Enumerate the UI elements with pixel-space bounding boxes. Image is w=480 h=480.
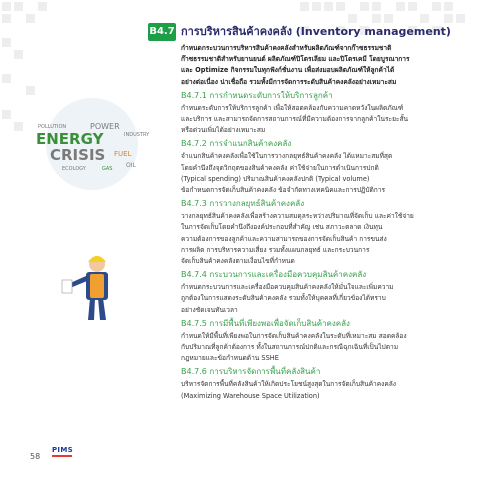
word-pollution: POLLUTION xyxy=(38,124,67,130)
grid-square xyxy=(336,2,345,11)
grid-square xyxy=(312,2,321,11)
grid-square xyxy=(2,14,11,23)
clipboard-icon xyxy=(62,280,72,293)
worker-figure xyxy=(32,180,152,330)
subsection-line: ในการจัดเก็บโดยคำนึงถึงองค์ประกอบที่สำคัญ เช่น สภาวะตลาด เงินทุน xyxy=(181,223,383,232)
subsection-heading: B4.7.6 การบริหารจัดการพื้นที่คลังสินค้า xyxy=(181,367,321,377)
subsection-line: วางกลยุทธ์สินค้าคงคลังเพื่อสร้างความสมดุลระหว่างปริมาณที่จัดเก็บ และค่าใช้จ่าย xyxy=(181,212,414,221)
subsection-heading: B4.7.2 การจำแนกสินค้าคงคลัง xyxy=(181,139,292,149)
subsection-b476 xyxy=(181,366,457,401)
subsection-line: จัดเก็บสินค้าคงคลังตามเงื่อนไขที่กำหนด xyxy=(181,257,295,266)
page-number: 58 xyxy=(30,452,41,461)
intro-paragraph xyxy=(181,43,457,88)
subsection-line: และบริการ และสามารถจัดการสถานการณ์ที่มีความต้องการจากลูกค้าในระยะสั้น xyxy=(181,115,409,124)
word-crisis: CRISIS xyxy=(50,146,106,164)
grid-square xyxy=(14,2,23,11)
logo-bar xyxy=(52,455,72,457)
grid-square xyxy=(408,2,417,11)
section-number-badge: B4.7 xyxy=(148,23,176,41)
grid-square xyxy=(456,14,465,23)
grid-square xyxy=(360,2,369,11)
hardhat-icon xyxy=(88,256,106,262)
pims-logo xyxy=(52,446,74,459)
grid-square xyxy=(26,14,35,23)
grid-square xyxy=(2,38,11,47)
subsection-line: ความต้องการของลูกค้าและความสามารถของการจัดเก็บสินค้า การขนส่ง xyxy=(181,234,387,243)
grid-square xyxy=(14,50,23,59)
grid-square xyxy=(432,2,441,11)
word-ecology: ECOLOGY xyxy=(62,166,86,172)
worker-legs xyxy=(88,298,106,320)
subsection-heading: B4.7.5 การมีพื้นที่เพียงพอเพื่อจัดเก็บสินค้าคงคลัง xyxy=(181,318,350,328)
grid-square xyxy=(324,2,333,11)
document-body xyxy=(181,43,457,402)
grid-square xyxy=(2,74,11,83)
grid-square xyxy=(300,2,309,11)
intro-line: กำหนดกระบวนการบริหารสินค้าคงคลังสำหรับผลิตภัณฑ์จากก๊าซธรรมชาติ xyxy=(181,44,392,52)
subsection-line: หรือด่วนเพิ่มได้อย่างเหมาะสม xyxy=(181,126,266,135)
grid-square xyxy=(2,110,11,119)
subsection-b473 xyxy=(181,198,457,267)
subsection-b475 xyxy=(181,318,457,365)
intro-line: ก๊าซธรรมชาติสำหรับยานยนต์ ผลิตภัณฑ์ปิโตรเลียม และปิโตรเคมี โดยบูรณาการ xyxy=(181,55,410,64)
word-fuel: FUEL xyxy=(114,150,132,158)
subsection-line: จำแนกสินค้าคงคลังเพื่อใช้ในการวางกลยุทธ์สินค้าคงคลัง ได้แหมาะสมที่สุด xyxy=(181,152,393,161)
logo-text: PIMS xyxy=(52,446,73,454)
subsection-b472 xyxy=(181,138,457,196)
subsection-heading: B4.7.4 กระบวนการและเครื่องมือควบคุมสินค้าคงคลัง xyxy=(181,270,367,280)
word-energy: ENERGY xyxy=(36,130,104,148)
word-gas: GAS xyxy=(102,166,113,172)
word-industry: INDUSTRY xyxy=(124,132,150,138)
subsection-line: ถูกต้องในการแสดงระดับสินค้าคงคลัง รวมทั้งให้บุคคลที่เกี่ยวข้องได้ทราบ xyxy=(181,294,386,303)
subsection-line: กำหนดระดับการให้บริการลูกค้า เพื่อให้สอดคล้องกับความคาดหวังในผลิตภัณฑ์ xyxy=(181,103,404,112)
grid-square xyxy=(38,2,47,11)
subsection-line: กฎหมายและข้อกำหนดด้าน SSHE xyxy=(181,354,279,363)
subsection-line: โดยคำนึงถึงจุดวิกฤตของสินค้าคงคลัง ค่าใช้จ่ายในการดำเนินการปกติ xyxy=(181,163,379,172)
subsection-heading: B4.7.1 การกำหนดระดับการให้บริการลูกค้า xyxy=(181,90,333,100)
subsection-line: อย่างชัดเจนทันเวลา xyxy=(181,305,238,314)
grid-square xyxy=(444,2,453,11)
subsection-line: ข้อกำหนดการจัดเก็บสินค้าคงคลัง ข้อจำกัดทางเทคนิคและการปฏิบัติการ xyxy=(181,186,386,195)
subsection-heading: B4.7.3 การวางกลยุทธ์สินค้าคงคลัง xyxy=(181,199,305,209)
word-power: POWER xyxy=(90,122,120,131)
subsection-line: การผลิต การบริหารความเสี่ยง รวมทั้งแผนกลยุทธ์ และกระบวนการ xyxy=(181,245,370,254)
subsection-b471 xyxy=(181,90,457,137)
subsection-line: (Maximizing Warehouse Space Utilization) xyxy=(181,391,320,400)
subsection-line: บริหารจัดการพื้นที่คลังสินค้าให้เกิดประโยชน์สูงสุดในการจัดเก็บสินค้าคงคลัง xyxy=(181,380,397,389)
intro-line: อย่างต่อเนื่อง น่าเชื่อถือ รวมทั้งมีการจัดการระดับสินค้าคงคลังอย่างเหมาะสม xyxy=(181,77,397,86)
subsection-line: กับปริมาณที่ลูกค้าต้องการ ทั้งในสถานการณ์ปกติและกรณีฉุกเฉินที่เป็นไปตาม xyxy=(181,343,399,352)
energy-crisis-illustration xyxy=(32,90,152,325)
intro-line: และ Optimize กิจกรรมในทุกฟังก์ชั่นงาน เพื่อส่งมอบผลิตภัณฑ์ให้ลูกค้าได้ xyxy=(181,66,395,75)
subsection-line: กำหนดให้มีพื้นที่เพียงพอในการจัดเก็บสินค้าคงคลังในระดับที่เหมาะสม สอดคล้อง xyxy=(181,331,407,340)
section-title: การบริหารสินค้าคงคลัง (Inventory management) xyxy=(181,25,451,38)
grid-square xyxy=(396,2,405,11)
grid-square xyxy=(2,2,11,11)
subsection-b474 xyxy=(181,269,457,316)
subsection-line: (Typical spending) ปริมาณสินค้าคงคลังปกติ (Typical volume) xyxy=(181,174,370,183)
subsection-line: กำหนดกระบวนการและเครื่องมือควบคุมสินค้าคงคลังให้มั่นใจและเพิ่มความ xyxy=(181,283,394,292)
grid-square xyxy=(372,2,381,11)
grid-square xyxy=(14,122,23,131)
word-oil: OIL xyxy=(126,162,136,169)
worker-vest xyxy=(90,274,104,298)
